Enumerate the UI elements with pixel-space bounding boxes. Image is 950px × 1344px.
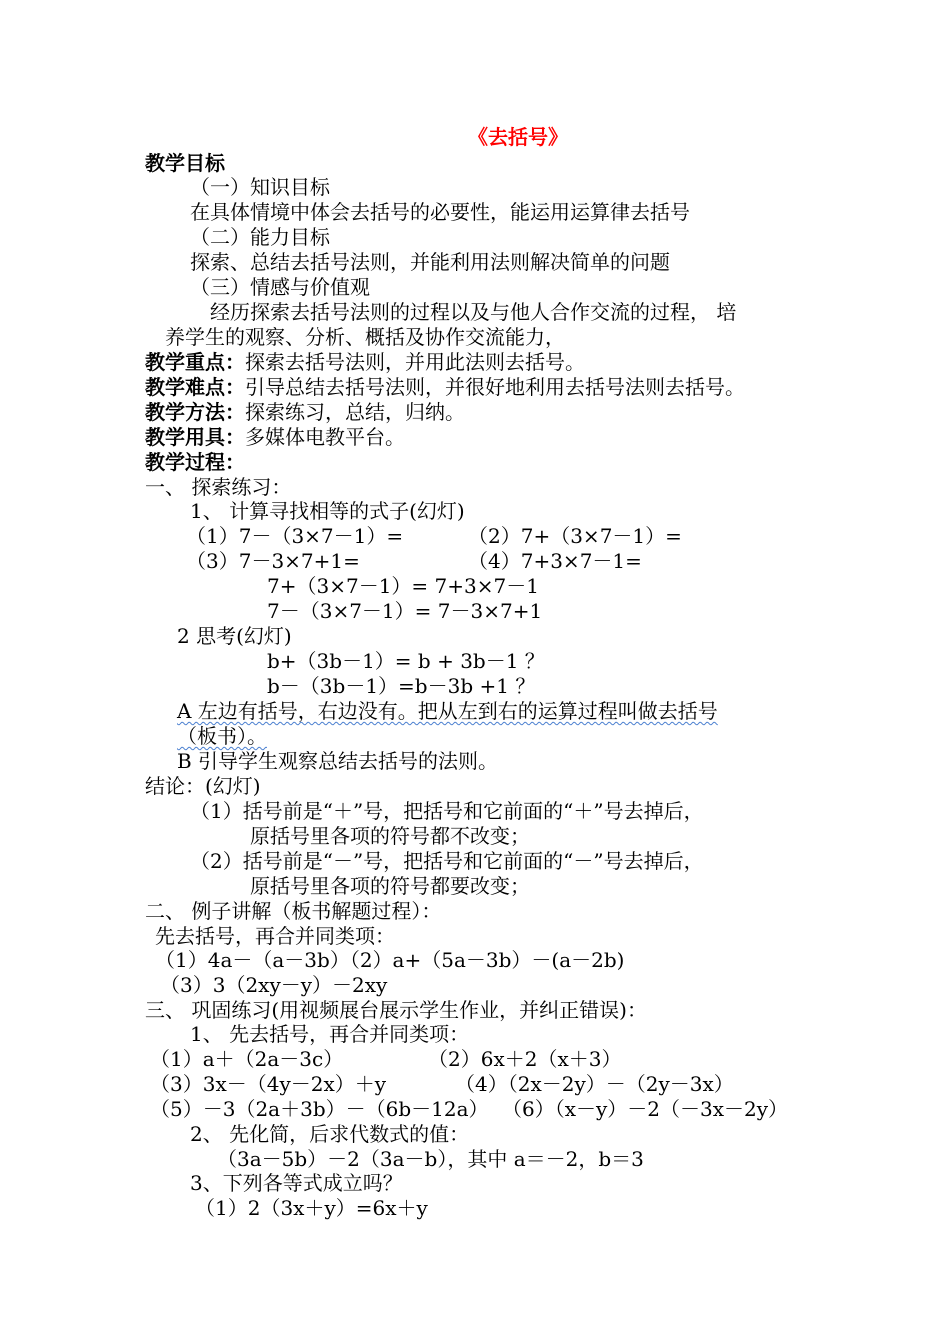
note-b: B 引导学生观察总结去括号的法则。 bbox=[177, 749, 499, 773]
rule-2-line-1: （2）括号前是“－”号，把括号和它前面的“－”号去掉后， bbox=[190, 849, 704, 873]
section-3-item-2: 2、 先化简，后求代数式的值： bbox=[190, 1122, 470, 1146]
example-line: （1）4a－（a－3b）（2）a+（5a－3b）－(a－2b) bbox=[155, 948, 625, 972]
emotion-goal-text-1: 经历探索去括号法则的过程以及与他人合作交流的过程， 培 bbox=[210, 300, 737, 324]
goals-heading: 教学目标 bbox=[145, 151, 225, 175]
section-2-heading: 二、 例子讲解（板书解题过程）： bbox=[145, 899, 442, 923]
exercise-expression: （3）3x－（4y－2x）＋y bbox=[150, 1072, 387, 1096]
rule-2-line-2: 原括号里各项的符号都要改变； bbox=[250, 874, 530, 898]
section-1-item-1: 1、 计算寻找相等的式子(幻灯) bbox=[190, 499, 465, 523]
calc-expression: （4）7+3×7－1= bbox=[468, 549, 642, 573]
key-point bbox=[145, 350, 585, 374]
equation: b+（3b－1）= b + 3b－1 ？ bbox=[267, 649, 545, 673]
evaluate-expression: （3a－5b）－2（3a－b），其中 a＝－2，b＝3 bbox=[217, 1147, 644, 1171]
exercise-expression: （6）（x－y）－2（－3x－2y） bbox=[502, 1097, 789, 1121]
exercise-expression: （4）（2x－2y）－（2y－3x） bbox=[455, 1072, 734, 1096]
rule-1-line-1: （1）括号前是“＋”号，把括号和它前面的“＋”号去掉后， bbox=[190, 799, 704, 823]
ability-goal-text: 探索、总结去括号法则，并能利用法则解决简单的问题 bbox=[190, 250, 670, 274]
teaching-tools bbox=[145, 425, 405, 449]
example-line: （3）3（2xy－y）－2xy bbox=[160, 973, 388, 997]
emotion-goal-heading: （三）情感与价值观 bbox=[190, 275, 370, 299]
difficult-point bbox=[145, 375, 745, 399]
calc-expression: （1）7－（3×7－1）= bbox=[186, 524, 404, 548]
teaching-tools-text: 多媒体电教平台。 bbox=[245, 425, 405, 449]
calc-expression: （2）7+（3×7－1）= bbox=[468, 524, 682, 548]
note-a-line-1: A 左边有括号，右边没有。把从左到右的运算过程叫做去括号 bbox=[177, 699, 718, 723]
note-a-line-2: （板书）。 bbox=[177, 724, 267, 748]
emotion-goal-text-2: 养学生的观察、分析、概括及协作交流能力， bbox=[165, 325, 565, 349]
key-point-text: 探索去括号法则，并用此法则去括号。 bbox=[245, 350, 585, 374]
teaching-method-label: 教学方法： bbox=[145, 400, 245, 424]
ability-goal-heading: （二）能力目标 bbox=[190, 225, 330, 249]
section-3-item-3: 3、下列各等式成立吗？ bbox=[190, 1171, 403, 1195]
equation: 7－（3×7－1）= 7－3×7+1 bbox=[267, 599, 543, 623]
equation: b－（3b－1）=b－3b +1 ？ bbox=[267, 674, 536, 698]
conclusion-heading: 结论：(幻灯) bbox=[145, 774, 261, 798]
difficult-point-text: 引导总结去括号法则，并很好地利用去括号法则去括号。 bbox=[245, 375, 745, 399]
teaching-method bbox=[145, 400, 465, 424]
teaching-method-text: 探索练习，总结，归纳。 bbox=[245, 400, 465, 424]
rule-1-line-2: 原括号里各项的符号都不改变； bbox=[250, 824, 530, 848]
teaching-tools-label: 教学用具： bbox=[145, 425, 245, 449]
section-2-intro: 先去括号，再合并同类项： bbox=[155, 924, 395, 948]
knowledge-goal-heading: （一）知识目标 bbox=[190, 175, 330, 199]
section-3-heading: 三、 巩固练习(用视频展台展示学生作业，并纠正错误)： bbox=[145, 998, 647, 1022]
section-3-item-1: 1、 先去括号，再合并同类项： bbox=[190, 1022, 470, 1046]
process-heading: 教学过程： bbox=[145, 450, 245, 474]
equation-check: （1）2（3x＋y）=6x＋y bbox=[195, 1196, 428, 1220]
key-point-label: 教学重点： bbox=[145, 350, 245, 374]
exercise-expression: （5）－3（2a＋3b）－（6b－12a） bbox=[150, 1097, 489, 1121]
exercise-expression: （2）6x＋2（x＋3） bbox=[428, 1047, 622, 1071]
exercise-expression: （1）a＋（2a－3c） bbox=[150, 1047, 344, 1071]
difficult-point-label: 教学难点： bbox=[145, 375, 245, 399]
calc-expression: （3）7－3×7+1= bbox=[186, 549, 360, 573]
equation: 7+（3×7－1）= 7+3×7－1 bbox=[267, 574, 539, 598]
think-heading: 2 思考(幻灯) bbox=[177, 624, 292, 648]
section-1-heading: 一、 探索练习： bbox=[145, 475, 292, 499]
knowledge-goal-text: 在具体情境中体会去括号的必要性，能运用运算律去括号 bbox=[190, 200, 690, 224]
document-title: 《去括号》 bbox=[468, 125, 568, 149]
